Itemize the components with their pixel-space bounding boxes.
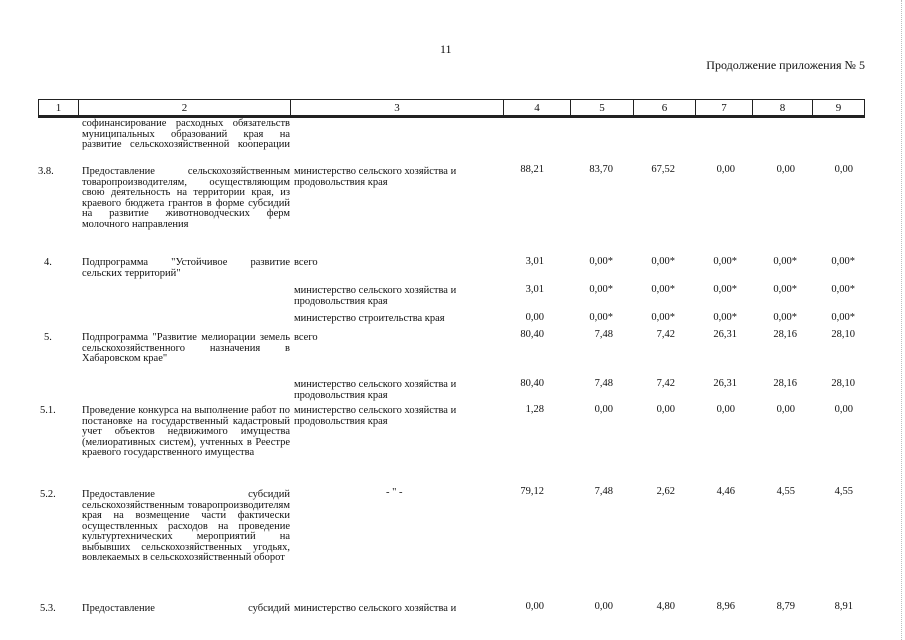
cell-value: 0,00* — [831, 312, 855, 323]
row-number: 5. — [44, 332, 52, 343]
cell-value: 79,12 — [520, 486, 544, 497]
cell-value: 4,55 — [834, 486, 853, 497]
row-number: 4. — [44, 257, 52, 268]
cell-value: 0,00 — [834, 164, 853, 175]
col-header-6: 6 — [633, 99, 695, 116]
cell-value: 28,10 — [831, 378, 855, 389]
cell-value: 8,79 — [776, 601, 795, 612]
cell-value: 26,31 — [713, 378, 737, 389]
row-number: 5.2. — [40, 489, 56, 500]
cell-value: 0,00* — [773, 284, 797, 295]
cell-value: 80,40 — [520, 378, 544, 389]
cell-value: 28,10 — [831, 329, 855, 340]
cell-value: 0,00 — [656, 404, 675, 415]
scan-edge-mark — [901, 0, 903, 640]
cell-value: 0,00* — [831, 256, 855, 267]
row-executor: министерство сельского хозяйства и продовольствия края — [294, 379, 457, 401]
row-executor: министерство сельского хозяйства и — [294, 603, 457, 614]
cell-value: 0,00* — [589, 256, 613, 267]
col-header-2: 2 — [78, 99, 290, 116]
col-header-9: 9 — [812, 99, 865, 116]
row-executor: министерство сельского хозяйства и продовольствия края — [294, 405, 457, 427]
col-header-7: 7 — [695, 99, 752, 116]
cell-value: 8,96 — [716, 601, 735, 612]
cell-value: 26,31 — [713, 329, 737, 340]
row-number: 3.8. — [38, 166, 54, 177]
col-header-8: 8 — [752, 99, 812, 116]
row-name: Проведение конкурса на выполнение работ по постановке на государственный кадастровый учет объектов недвижимого имущества (мелиоративных систем), учтенных в Реестре краевого государственного имущества — [82, 405, 290, 458]
cell-value: 7,48 — [594, 378, 613, 389]
cell-value: 7,42 — [656, 378, 675, 389]
row-executor: министерство строительства края — [294, 313, 445, 324]
cell-value: 7,42 — [656, 329, 675, 340]
cell-value: 0,00* — [651, 284, 675, 295]
row-executor: всего — [294, 257, 318, 268]
cell-value: 0,00* — [651, 312, 675, 323]
cell-value: 80,40 — [520, 329, 544, 340]
cell-value: 0,00* — [713, 256, 737, 267]
cell-value: 28,16 — [773, 329, 797, 340]
cell-value: 0,00 — [776, 164, 795, 175]
cell-value: 8,91 — [834, 601, 853, 612]
cell-value: 0,00 — [834, 404, 853, 415]
row-name: Предоставление сельскохозяйственным товаропроизводителям, осуществляющим свою деятельность на территории края, из краевого бюджета грантов в форме субсидий на развитие животноводческих ферм молочного направления — [82, 166, 290, 230]
row-executor: министерство сельского хозяйства и продовольствия края — [294, 166, 457, 188]
row-number: 5.3. — [40, 603, 56, 614]
cell-value: 28,16 — [773, 378, 797, 389]
row-executor: - " - — [386, 487, 403, 498]
cell-value: 4,46 — [716, 486, 735, 497]
cell-value: 0,00 — [594, 601, 613, 612]
cell-value: 7,48 — [594, 486, 613, 497]
cell-value: 7,48 — [594, 329, 613, 340]
cell-value: 0,00* — [773, 256, 797, 267]
cell-value: 0,00* — [713, 284, 737, 295]
col-header-4: 4 — [503, 99, 570, 116]
row-name: Подпрограмма "Устойчивое развитие сельских территорий" — [82, 257, 290, 279]
cell-value: 0,00 — [594, 404, 613, 415]
cell-value: 4,80 — [656, 601, 675, 612]
row-executor: всего — [294, 332, 318, 343]
cell-value: 0,00* — [651, 256, 675, 267]
cell-value: 4,55 — [776, 486, 795, 497]
cell-value: 0,00* — [589, 284, 613, 295]
row-number: 5.1. — [40, 405, 56, 416]
row-name: Подпрограмма "Развитие мелиорации земель сельскохозяйственного назначения в Хабаровском крае" — [82, 332, 290, 364]
cell-value: 0,00 — [525, 601, 544, 612]
row-name: софинансирование расходных обязательств муниципальных образований края на развитие сельскохозяйственной кооперации — [82, 118, 290, 150]
col-header-1: 1 — [38, 99, 78, 116]
row-executor: министерство сельского хозяйства и продовольствия края — [294, 285, 457, 307]
cell-value: 0,00* — [589, 312, 613, 323]
col-header-3: 3 — [290, 99, 503, 116]
cell-value: 0,00* — [773, 312, 797, 323]
cell-value: 0,00 — [716, 164, 735, 175]
cell-value: 0,00 — [716, 404, 735, 415]
cell-value: 3,01 — [525, 284, 544, 295]
cell-value: 0,00* — [713, 312, 737, 323]
row-name: Предоставление субсидий сельскохозяйственным товаропроизводителям края на возмещение части фактически осуществленных расходов на проведение культуртехнических мероприятий на выбывших сельскохозяйственных угодьях, вовлекаемых в сельскохозяйственный оборот — [82, 489, 290, 563]
row-name: Предоставление субсидий — [82, 603, 290, 614]
cell-value: 83,70 — [589, 164, 613, 175]
cell-value: 0,00 — [525, 312, 544, 323]
cell-value: 88,21 — [520, 164, 544, 175]
cell-value: 67,52 — [651, 164, 675, 175]
continuation-title: Продолжение приложения № 5 — [706, 58, 865, 72]
col-header-5: 5 — [570, 99, 633, 116]
page-number: 11 — [440, 42, 452, 56]
cell-value: 3,01 — [525, 256, 544, 267]
cell-value: 2,62 — [656, 486, 675, 497]
cell-value: 0,00 — [776, 404, 795, 415]
cell-value: 0,00* — [831, 284, 855, 295]
cell-value: 1,28 — [525, 404, 544, 415]
